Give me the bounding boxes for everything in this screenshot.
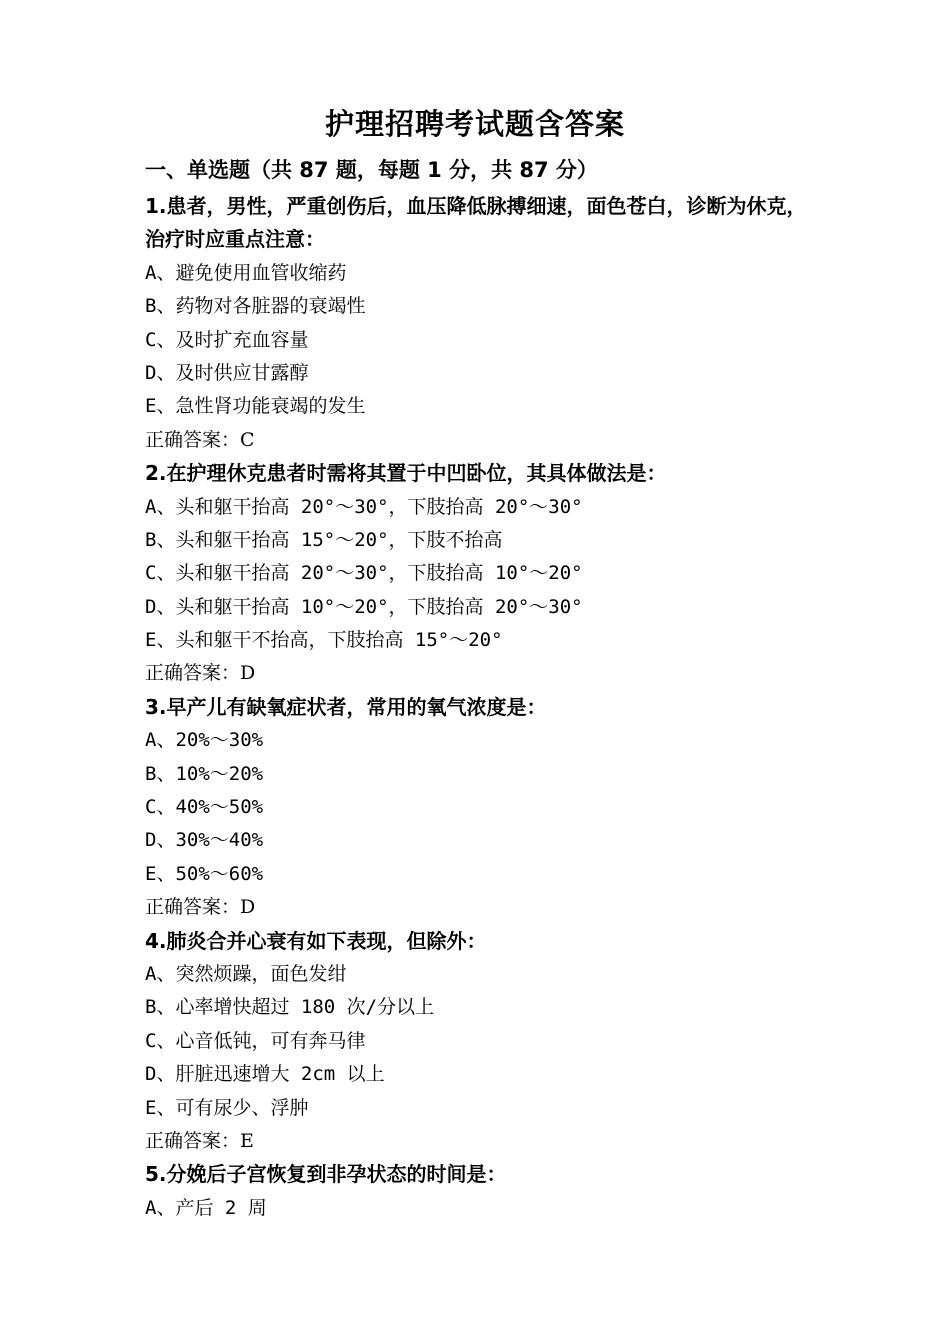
option-e: E、急性肾功能衰竭的发生: [145, 395, 366, 418]
question-stem: 5.分娩后子宫恢复到非孕状态的时间是：: [145, 1162, 507, 1187]
option-c: C、40%～50%: [145, 796, 264, 819]
option-d: D、30%～40%: [145, 829, 264, 852]
correct-answer: 正确答案：E: [145, 1129, 254, 1152]
option-e: E、头和躯干不抬高，下肢抬高 15°～20°: [145, 629, 503, 652]
option-c: C、心音低钝，可有奔马律: [145, 1029, 366, 1052]
question-stem: 1.患者，男性，严重创伤后，血压降低脉搏细速，面色苍白，诊断为休克，治疗时应重点注意：: [145, 194, 807, 252]
option-b: B、药物对各脏器的衰竭性: [145, 295, 366, 318]
section-heading: 一、单选题（共 87 题，每题 1 分，共 87 分）: [145, 158, 598, 182]
option-a: A、头和躯干抬高 20°～30°，下肢抬高 20°～30°: [145, 495, 583, 518]
option-b: B、10%～20%: [145, 762, 264, 785]
option-d: D、肝脏迅速增大 2cm 以上: [145, 1063, 385, 1086]
question-stem: 4.肺炎合并心衰有如下表现，但除外：: [145, 928, 487, 953]
question-stem: 2.在护理休克患者时需将其置于中凹卧位，其具体做法是：: [145, 461, 667, 486]
option-e: E、50%～60%: [145, 862, 264, 885]
option-a: A、突然烦躁，面色发绀: [145, 963, 347, 985]
option-b: B、头和躯干抬高 15°～20°，下肢不抬高: [145, 528, 503, 551]
question-stem: 3.早产儿有缺氧症状者，常用的氧气浓度是：: [145, 694, 547, 719]
question-2: [145, 457, 825, 691]
question-3: [145, 691, 825, 925]
document-title: 护理招聘考试题含答案: [324, 107, 625, 141]
option-a: A、20%～30%: [145, 729, 264, 752]
option-d: D、及时供应甘露醇: [145, 361, 309, 384]
correct-answer: 正确答案：C: [145, 428, 255, 451]
option-d: D、头和躯干抬高 10°～20°，下肢抬高 20°～30°: [145, 595, 583, 618]
question-4: [145, 925, 825, 1159]
question-list: [145, 190, 825, 1225]
correct-answer: 正确答案：D: [145, 662, 256, 685]
question-1: [145, 190, 825, 457]
option-c: C、头和躯干抬高 20°～30°，下肢抬高 10°～20°: [145, 562, 583, 585]
option-a: A、避免使用血管收缩药: [145, 261, 347, 284]
option-e: E、可有尿少、浮肿: [145, 1096, 309, 1119]
correct-answer: 正确答案：D: [145, 896, 256, 919]
option-c: C、及时扩充血容量: [145, 328, 309, 351]
question-5: [145, 1158, 825, 1225]
option-a: A、产后 2 周: [145, 1196, 267, 1219]
option-b: B、心率增快超过 180 次/分以上: [145, 996, 435, 1019]
